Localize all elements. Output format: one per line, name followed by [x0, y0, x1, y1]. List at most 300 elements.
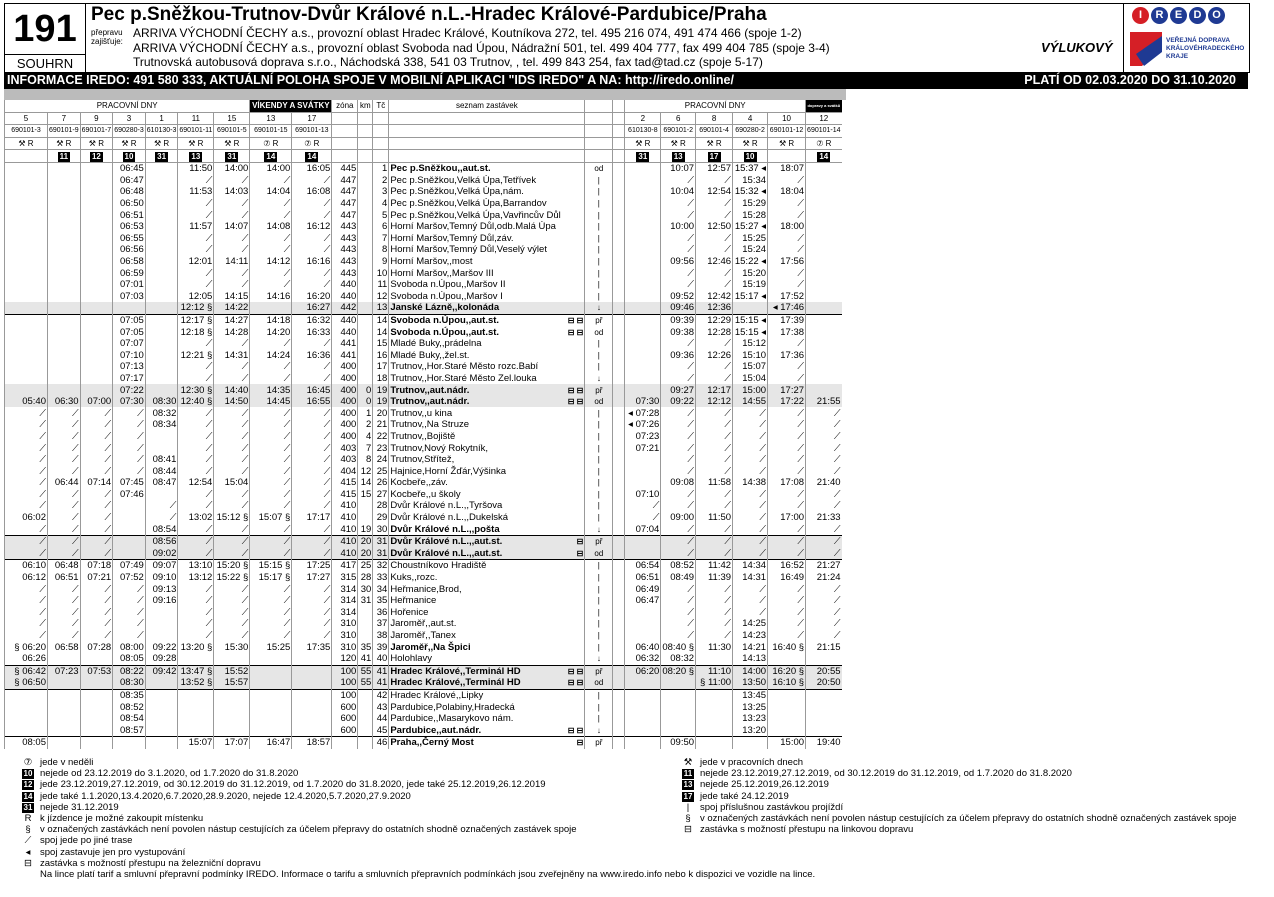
- time-cell: 07:21: [625, 442, 661, 454]
- time-cell: ⟋: [214, 607, 250, 619]
- time-cell: 14:55: [733, 396, 768, 408]
- time-cell: ⟋: [250, 209, 292, 221]
- blank-cell: [389, 137, 585, 150]
- time-cell: [292, 653, 332, 665]
- stop-name: [389, 724, 585, 736]
- time-cell: [5, 724, 48, 736]
- table-row: [5, 291, 842, 303]
- stop-number-cell: 43: [373, 701, 389, 713]
- time-cell: ⟋: [661, 489, 696, 501]
- time-cell: ⟋: [80, 583, 113, 595]
- time-cell: ⟋: [250, 279, 292, 291]
- direction-cell: [613, 630, 625, 642]
- time-cell: ⟋: [696, 583, 733, 595]
- table-row: [5, 233, 842, 245]
- legend-item: [676, 802, 843, 813]
- stop-name: [389, 396, 585, 408]
- stop-name-text: Mladé Buky,,žel.st.: [390, 349, 470, 361]
- time-cell: 07:17: [113, 373, 146, 385]
- time-cell: ⟋: [661, 279, 696, 291]
- zone-cell: 443: [332, 256, 358, 268]
- time-cell: [806, 186, 842, 198]
- legend-text: jede také 24.12.2019: [700, 790, 789, 802]
- time-cell: 06:48: [113, 186, 146, 198]
- time-cell: 15:28: [733, 209, 768, 221]
- direction-cell: [613, 535, 625, 547]
- time-cell: ⟋: [250, 465, 292, 477]
- time-cell: ⟋: [292, 630, 332, 642]
- time-cell: 14:12: [250, 256, 292, 268]
- time-cell: 13:20 §: [178, 641, 214, 653]
- time-cell: 08:56: [145, 535, 178, 547]
- time-cell: ⟋: [145, 512, 178, 524]
- time-cell: 07:23: [48, 665, 81, 677]
- time-cell: ⟋: [178, 630, 214, 642]
- flag-cell: |: [585, 338, 613, 350]
- trip-note-box: [625, 150, 661, 163]
- time-cell: [806, 175, 842, 187]
- zone-cell: 415: [332, 477, 358, 489]
- km-cell: [358, 162, 373, 174]
- legend-symbol-text: ⊟: [24, 857, 32, 869]
- zone-cell: 400: [332, 396, 358, 408]
- stop-name-text: Dvůr Králové n.L.,,Dukelská: [390, 512, 509, 524]
- time-cell: [5, 291, 48, 303]
- time-cell: ⟋: [5, 477, 48, 489]
- time-cell: ⟋: [292, 198, 332, 210]
- zone-cell: 447: [332, 186, 358, 198]
- stop-name-text: Heřmanice,Brod,: [390, 583, 462, 595]
- km-cell: 1: [358, 407, 373, 419]
- legend-symbol: [16, 847, 40, 858]
- direction-cell: [613, 548, 625, 560]
- flag-cell: od: [585, 162, 613, 174]
- flag-cell: |: [585, 465, 613, 477]
- note-box: 10: [23, 769, 33, 779]
- time-cell: ⟋: [214, 465, 250, 477]
- time-cell: 15:04: [214, 477, 250, 489]
- time-cell: [806, 291, 842, 303]
- flag-cell: |: [585, 701, 613, 713]
- trip-note-box: [733, 150, 768, 163]
- stop-name-text: Trutnov,Nový Rokytník,: [390, 442, 489, 454]
- flag-cell: |: [585, 256, 613, 268]
- table-row: [5, 653, 842, 665]
- time-cell: [806, 349, 842, 361]
- time-cell: 06:20: [625, 665, 661, 677]
- time-cell: [625, 373, 661, 385]
- time-cell: 07:03: [113, 291, 146, 303]
- stop-name: [389, 641, 585, 653]
- time-cell: § 11:00: [696, 677, 733, 689]
- time-cell: 12:17 §: [178, 314, 214, 326]
- trip-sign: ⚒ R: [625, 137, 661, 150]
- time-cell: [661, 724, 696, 736]
- stop-name-text: Trutnov,,Bojiště: [390, 430, 456, 442]
- time-cell: [5, 689, 48, 701]
- time-cell: 07:01: [113, 279, 146, 291]
- direction-cell: [613, 560, 625, 572]
- legend-symbol-text: ⟋: [24, 835, 32, 847]
- time-cell: [145, 244, 178, 256]
- time-cell: 08:30: [113, 677, 146, 689]
- time-cell: ⟋: [696, 407, 733, 419]
- time-cell: [48, 724, 81, 736]
- time-cell: 07:49: [113, 560, 146, 572]
- time-cell: 20:55: [806, 665, 842, 677]
- trip-sign: ⚒ R: [733, 137, 768, 150]
- time-cell: [214, 701, 250, 713]
- stop-name-text: Hajnice,Horní Žďár,Výšinka: [390, 465, 507, 477]
- time-cell: ⟋: [806, 465, 842, 477]
- time-cell: ⟋: [768, 583, 806, 595]
- legend-text: spoj jede po jiné trase: [40, 835, 133, 847]
- zone-cell: 400: [332, 431, 358, 443]
- note-box: 14: [307, 151, 317, 161]
- time-cell: [806, 373, 842, 385]
- time-cell: 08:54: [145, 523, 178, 535]
- time-cell: ⟋: [214, 361, 250, 373]
- time-cell: [5, 244, 48, 256]
- group-label-weekend: dopravy a svátků: [806, 100, 842, 112]
- km-cell: [358, 373, 373, 385]
- legend-item: [16, 847, 185, 858]
- stop-number-cell: 16: [373, 349, 389, 361]
- blank-cell: [613, 137, 625, 150]
- time-cell: [80, 175, 113, 187]
- time-cell: ⟋: [696, 198, 733, 210]
- flag-cell: |: [585, 175, 613, 187]
- time-cell: 07:23: [625, 431, 661, 443]
- time-cell: ⟋: [661, 373, 696, 385]
- time-cell: ⟋: [145, 500, 178, 512]
- time-cell: [145, 361, 178, 373]
- time-cell: ⟋: [214, 548, 250, 560]
- zone-cell: 600: [332, 713, 358, 725]
- time-cell: [5, 314, 48, 326]
- time-cell: ⟋: [214, 442, 250, 454]
- flag-cell: od: [585, 396, 613, 408]
- time-cell: 08:22: [113, 665, 146, 677]
- stop-name-text: Trutnov,,Hor.Staré Město rozc.Babí: [390, 361, 539, 373]
- legend-symbol: [676, 768, 700, 779]
- time-cell: 08:32: [661, 653, 696, 665]
- time-cell: 09:52: [661, 291, 696, 303]
- time-cell: [145, 677, 178, 689]
- flag-cell: |: [585, 689, 613, 701]
- stop-name: [389, 442, 585, 454]
- time-cell: ⟋: [214, 595, 250, 607]
- time-cell: ⟋: [48, 535, 81, 547]
- trip-header-row: [5, 150, 842, 163]
- flag-cell: ↓: [585, 724, 613, 736]
- time-cell: 16:32: [292, 314, 332, 326]
- stop-name-text: Hořenice: [390, 606, 429, 618]
- trip-number: 9: [80, 112, 113, 125]
- legend-symbol: [16, 779, 40, 790]
- logo-letter: D: [1189, 7, 1206, 24]
- time-cell: ⟋: [768, 338, 806, 350]
- time-cell: [806, 198, 842, 210]
- flag-cell: |: [585, 583, 613, 595]
- time-cell: ⟋: [292, 523, 332, 535]
- time-cell: [145, 489, 178, 501]
- stop-name: [389, 701, 585, 713]
- time-cell: 16:27: [292, 302, 332, 314]
- legend-item: [16, 824, 577, 835]
- time-cell: 09:42: [145, 665, 178, 677]
- time-cell: ⟋: [292, 373, 332, 385]
- flag-cell: od: [585, 677, 613, 689]
- trip-sign: ⑦ R: [292, 137, 332, 150]
- info-text: INFORMACE IREDO: 491 580 333, AKTUÁLNÍ POLOHA SPOJE V MOBILNÍ APLIKACI "IDS IREDO" A NA: http://iredo.online/: [7, 73, 734, 87]
- time-cell: 07:45: [113, 477, 146, 489]
- time-cell: ⟋: [292, 465, 332, 477]
- km-cell: [358, 326, 373, 338]
- time-cell: 09:00: [661, 512, 696, 524]
- flag-cell: |: [585, 607, 613, 619]
- zone-cell: 315: [332, 572, 358, 584]
- time-cell: 10:07: [661, 162, 696, 174]
- trip-number: 6: [661, 112, 696, 125]
- stop-name-text: Trutnov,,Hor.Staré Město Zel.louka: [390, 372, 537, 384]
- time-cell: 16:20: [292, 291, 332, 303]
- logo-caption: VEŘEJNÁ DOPRAVA KRÁLOVÉHRADECKÉHO KRAJE: [1166, 37, 1245, 60]
- time-cell: [806, 701, 842, 713]
- time-cell: ⟋: [661, 583, 696, 595]
- time-cell: 14:20: [250, 326, 292, 338]
- legend-text: jede v neděli: [40, 757, 94, 768]
- time-cell: [178, 701, 214, 713]
- time-cell: 06:58: [113, 256, 146, 268]
- time-cell: [696, 713, 733, 725]
- time-cell: [5, 338, 48, 350]
- time-cell: [145, 630, 178, 642]
- time-cell: [113, 523, 146, 535]
- time-cell: ⟋: [214, 431, 250, 443]
- time-cell: 13:45: [733, 689, 768, 701]
- time-cell: [48, 384, 81, 396]
- stop-number-cell: 10: [373, 267, 389, 279]
- km-cell: [358, 175, 373, 187]
- time-cell: 15:37 ◂: [733, 162, 768, 174]
- time-cell: 14:04: [250, 186, 292, 198]
- flag-cell: |: [585, 500, 613, 512]
- time-cell: ⟋: [696, 175, 733, 187]
- time-cell: 06:58: [48, 641, 81, 653]
- time-cell: 07:14: [80, 477, 113, 489]
- time-cell: ⟋: [214, 500, 250, 512]
- stop-name-text: Pec p.Sněžkou,Velká Úpa,Barrandov: [390, 198, 547, 210]
- legend-symbol-text: ◂: [25, 846, 31, 858]
- time-cell: 06:48: [48, 560, 81, 572]
- time-cell: ⟋: [661, 233, 696, 245]
- direction-cell: [613, 396, 625, 408]
- time-cell: [5, 267, 48, 279]
- time-cell: ⟋: [80, 512, 113, 524]
- stop-name: [389, 477, 585, 489]
- flag-cell: |: [585, 595, 613, 607]
- time-cell: [48, 677, 81, 689]
- time-cell: ⟋: [661, 244, 696, 256]
- time-cell: 14:50: [214, 396, 250, 408]
- legend-item: [16, 869, 815, 880]
- zone-cell: 400: [332, 373, 358, 385]
- time-cell: ⟋: [292, 338, 332, 350]
- time-cell: ⟋: [113, 583, 146, 595]
- time-cell: ⟋: [5, 583, 48, 595]
- time-cell: ⟋: [48, 407, 81, 419]
- time-cell: [48, 162, 81, 174]
- time-cell: 15:17 ◂: [733, 291, 768, 303]
- stop-name-text: Janské Lázně,,kolonáda: [390, 302, 500, 314]
- time-cell: [625, 162, 661, 174]
- time-cell: ⟋: [292, 175, 332, 187]
- zone-cell: 120: [332, 653, 358, 665]
- time-cell: [48, 209, 81, 221]
- time-cell: ⟋: [214, 198, 250, 210]
- time-cell: [250, 302, 292, 314]
- flag-cell: př: [585, 535, 613, 547]
- time-cell: 14:40: [214, 384, 250, 396]
- time-cell: [806, 162, 842, 174]
- direction-cell: [613, 419, 625, 431]
- note-box: 12: [23, 780, 33, 790]
- time-cell: ⟋: [768, 489, 806, 501]
- stop-number-cell: 11: [373, 279, 389, 291]
- blank-cell: [373, 150, 389, 163]
- time-cell: [806, 256, 842, 268]
- note-box: 14: [819, 151, 829, 161]
- stop-name-text: Holohlavy: [390, 653, 433, 665]
- time-cell: 15:15 §: [250, 560, 292, 572]
- time-cell: 08:49: [661, 572, 696, 584]
- group-header-row: [5, 100, 842, 112]
- trip-number: 15: [214, 112, 250, 125]
- time-cell: 15:29: [733, 198, 768, 210]
- time-cell: [48, 653, 81, 665]
- time-cell: [625, 724, 661, 736]
- km-cell: [358, 291, 373, 303]
- time-cell: 09:07: [145, 560, 178, 572]
- time-cell: ⟋: [768, 630, 806, 642]
- trip-code: 690101-4: [696, 125, 733, 138]
- time-cell: [145, 737, 178, 749]
- legend-item: [676, 757, 803, 768]
- legend-symbol: [16, 858, 40, 869]
- table-row: [5, 535, 842, 547]
- time-cell: 06:50: [113, 198, 146, 210]
- blank-cell: [332, 112, 358, 125]
- time-cell: ⟋: [113, 465, 146, 477]
- time-cell: ⟋: [178, 465, 214, 477]
- blank-cell: [373, 112, 389, 125]
- time-cell: ⟋: [178, 244, 214, 256]
- time-cell: 17:39: [768, 314, 806, 326]
- time-cell: [696, 701, 733, 713]
- time-cell: ⟋: [768, 500, 806, 512]
- time-cell: 14:23: [733, 630, 768, 642]
- time-cell: ⟋: [661, 175, 696, 187]
- time-cell: ⟋: [661, 548, 696, 560]
- stop-number-cell: 44: [373, 713, 389, 725]
- time-cell: 13:23: [733, 713, 768, 725]
- trip-note-box: [80, 150, 113, 163]
- time-cell: ⟋: [768, 431, 806, 443]
- zone-cell: 403: [332, 454, 358, 466]
- time-cell: 06:56: [113, 244, 146, 256]
- time-cell: ⟋: [178, 489, 214, 501]
- time-cell: 09:22: [661, 396, 696, 408]
- time-cell: [768, 689, 806, 701]
- time-cell: ⟋: [733, 523, 768, 535]
- time-cell: ⟋: [733, 419, 768, 431]
- time-cell: 14:15: [214, 291, 250, 303]
- time-cell: [5, 198, 48, 210]
- time-cell: ⟋: [250, 618, 292, 630]
- km-cell: [358, 244, 373, 256]
- validity-text: PLATÍ OD 02.03.2020 DO 31.10.2020: [1024, 73, 1236, 87]
- time-cell: 15:22 ◂: [733, 256, 768, 268]
- time-cell: [145, 338, 178, 350]
- note-box: 31: [157, 151, 167, 161]
- blank-cell: [332, 125, 358, 138]
- time-cell: [145, 442, 178, 454]
- direction-cell: [613, 302, 625, 314]
- stop-number-cell: 26: [373, 477, 389, 489]
- stop-name-text: Horní Maršov,Temný Důl,Veselý výlet: [390, 244, 547, 256]
- time-cell: ⟋: [733, 512, 768, 524]
- time-cell: ⟋: [214, 419, 250, 431]
- stop-name-text: Horní Maršov,Temný Důl,záv.: [390, 232, 514, 244]
- time-cell: [250, 689, 292, 701]
- stop-name: [389, 523, 585, 535]
- time-cell: [80, 244, 113, 256]
- time-cell: ⟋: [5, 500, 48, 512]
- direction-cell: [613, 431, 625, 443]
- legend-symbol: [16, 757, 40, 768]
- transfer-icon: ⊟ ⊟: [567, 397, 584, 407]
- time-cell: 14:31: [214, 349, 250, 361]
- zone-cell: 403: [332, 442, 358, 454]
- time-cell: [48, 267, 81, 279]
- time-cell: ⟋: [806, 442, 842, 454]
- time-cell: 13:02: [178, 512, 214, 524]
- time-cell: [145, 267, 178, 279]
- km-cell: [358, 737, 373, 749]
- time-cell: [145, 209, 178, 221]
- time-cell: ⟋: [80, 548, 113, 560]
- time-cell: 14:18: [250, 314, 292, 326]
- time-cell: ⟋: [5, 607, 48, 619]
- iredo-wordmark: [1132, 7, 1225, 24]
- time-cell: 12:40 §: [178, 396, 214, 408]
- blank-cell: [613, 125, 625, 138]
- time-cell: 17:25: [292, 560, 332, 572]
- blank-cell: [332, 150, 358, 163]
- time-cell: ⟋: [5, 442, 48, 454]
- km-cell: [358, 349, 373, 361]
- stop-name: [389, 653, 585, 665]
- trip-code: 690101-3: [5, 125, 48, 138]
- time-cell: [625, 175, 661, 187]
- time-cell: ⟋: [696, 431, 733, 443]
- time-cell: ⟋: [250, 535, 292, 547]
- flag-cell: |: [585, 233, 613, 245]
- stop-name-text: Trutnov,,Na Struze: [390, 419, 470, 431]
- time-cell: ⟋: [768, 361, 806, 373]
- time-cell: [145, 233, 178, 245]
